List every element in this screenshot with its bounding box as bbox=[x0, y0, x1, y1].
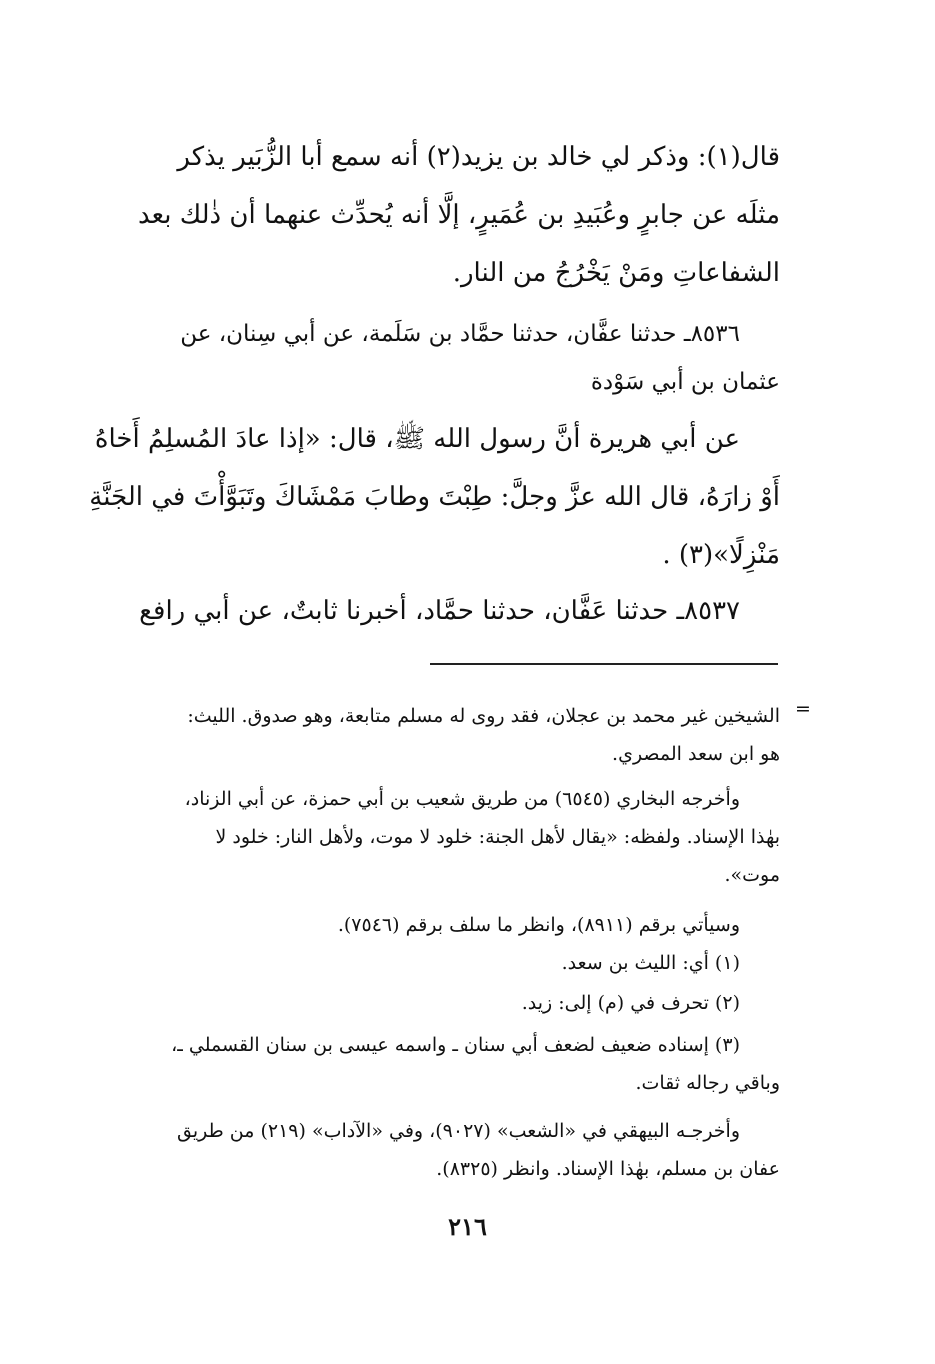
footnote-block-4 bbox=[80, 1112, 780, 1188]
footnote-line: وسيأتي برقم (٨٩١١)، وانظر ما سلف برقم (٧٥٤٦). bbox=[337, 914, 740, 936]
footnote-line: وأخرجه البخاري (٦٥٤٥) من طريق شعيب بن أبي حمزة، عن أبي الزناد، bbox=[184, 788, 740, 810]
text-line: قال(١): وذكر لي خالد بن يزيد(٢) أنه سمع أبا الزُّبَير يذكر bbox=[177, 142, 780, 172]
continuation-mark: = bbox=[795, 698, 811, 720]
footnote-line: (٣) إسناده ضعيف لضعف أبي سنان ـ واسمه عيسى بن سنان القسملي ـ، bbox=[171, 1034, 740, 1056]
text-line: مَنْزِلًا»(٣) . bbox=[662, 540, 780, 570]
footnote-line: هو ابن سعد المصري. bbox=[612, 743, 780, 765]
footnote-block-2 bbox=[80, 780, 780, 894]
footnote-2 bbox=[80, 984, 780, 1022]
footnote-line: الشيخين غير محمد بن عجلان، فقد روى له مسلم متابعة، وهو صدوق. الليث: bbox=[187, 705, 780, 727]
text-line: ٨٥٣٦ـ حدثنا عفَّان، حدثنا حمَّاد بن سَلَمة، عن أبي سِنان، عن bbox=[180, 321, 740, 347]
text-line: أَوْ زارَهُ، قال الله عزَّ وجلَّ: طِبْتَ وطابَ مَمْشَاكَ وتَبَوَّأْتَ في الجَنَّةِ bbox=[89, 482, 780, 512]
footnote-separator bbox=[430, 663, 778, 665]
text-line: مثلَه عن جابرٍ وعُبَيدِ بن عُمَيرٍ، إلَّا أنه يُحدِّث عنهما أن ذٰلك بعد bbox=[138, 200, 780, 230]
footnote-line: وباقي رجاله ثقات. bbox=[635, 1072, 780, 1094]
text-line: ٨٥٣٧ـ حدثنا عَفَّان، حدثنا حمَّاد، أخبرنا ثابتٌ، عن أبي رافع bbox=[139, 596, 740, 626]
footnote-line: (٢) تحرف في (م) إلى: زيد. bbox=[521, 992, 740, 1014]
footnote-line: بهٰذا الإسناد. ولفظه: «يقال لأهل الجنة: خلود لا موت، ولأهل النار: خلود لا bbox=[215, 826, 780, 848]
footnote-3 bbox=[80, 1026, 780, 1102]
hadith-8536-matn bbox=[80, 410, 780, 584]
footnote-line: وأخرجـه البيهقي في «الشعب» (٩٠٢٧)، وفي «الآداب» (٢١٩) من طريق bbox=[177, 1120, 740, 1142]
text-line: عثمان بن أبي سَوْدة bbox=[590, 369, 780, 395]
text-line: عن أبي هريرة أنَّ رسول الله ﷺ، قال: «إذا عادَ المُسلِمُ أَخاهُ bbox=[94, 424, 740, 454]
footnote-block-1 bbox=[80, 697, 780, 773]
footnote-line: (١) أي: الليث بن سعد. bbox=[561, 952, 740, 974]
page-number: ٢١٦ bbox=[448, 1212, 487, 1241]
hadith-8536-isnad bbox=[80, 310, 780, 406]
footnote-line: عفان بن مسلم، بهٰذا الإسناد. وانظر (٨٣٢٥). bbox=[436, 1158, 780, 1180]
main-paragraph-1 bbox=[80, 128, 780, 302]
hadith-8537-isnad bbox=[80, 582, 780, 640]
footnote-line: موت». bbox=[724, 864, 780, 886]
footnote-1 bbox=[80, 944, 780, 982]
text-line: الشفاعاتِ ومَنْ يَخْرُجُ من النار. bbox=[452, 258, 780, 288]
footnote-block-3 bbox=[80, 906, 780, 944]
